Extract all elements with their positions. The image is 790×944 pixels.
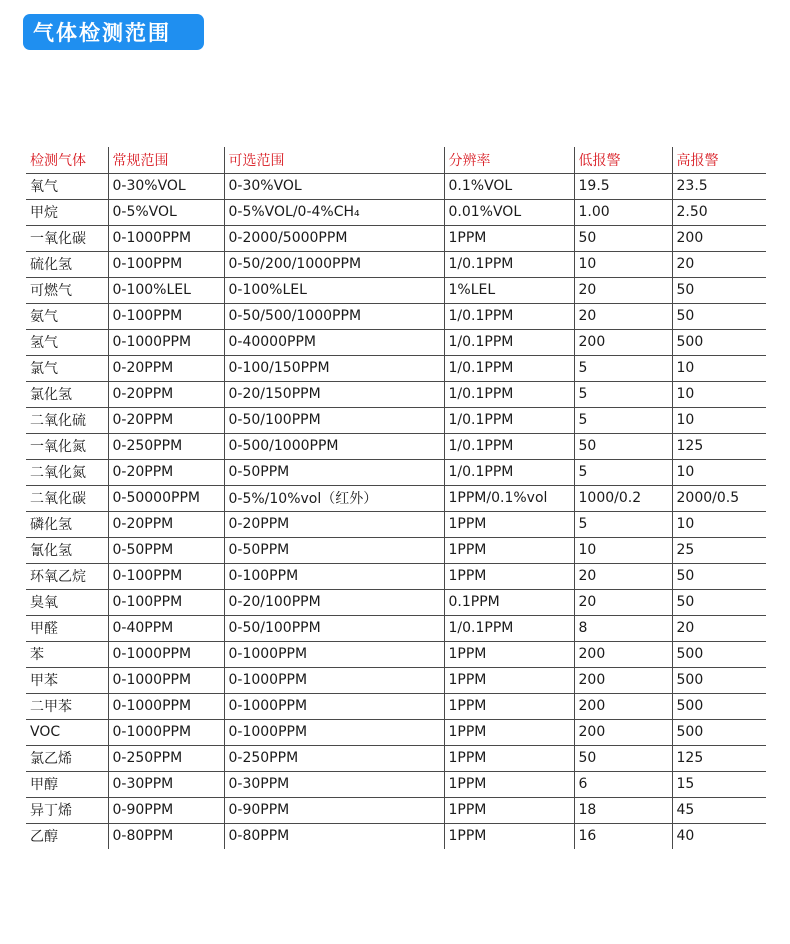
optional-range-cell: 0-2000/5000PPM (224, 225, 444, 251)
low-alarm-cell: 50 (574, 433, 672, 459)
gas-name-cell: 乙醇 (30, 829, 58, 846)
low-alarm-cell: 20 (574, 563, 672, 589)
resolution-cell: 1/0.1PPM (444, 459, 574, 485)
resolution-cell: 1PPM (444, 719, 574, 745)
resolution-cell: 1PPM (444, 745, 574, 771)
header-high-alarm: 高报警 (672, 147, 766, 173)
high-alarm-cell: 23.5 (672, 173, 766, 199)
standard-range-cell: 0-50000PPM (108, 485, 224, 511)
optional-range-cell: 0-1000PPM (224, 641, 444, 667)
high-alarm-cell: 10 (672, 459, 766, 485)
optional-range-cell: 0-50/100PPM (224, 615, 444, 641)
high-alarm-cell: 10 (672, 407, 766, 433)
high-alarm-cell: 10 (672, 381, 766, 407)
table-body (26, 173, 766, 849)
low-alarm-cell: 20 (574, 303, 672, 329)
table-row (26, 667, 766, 693)
standard-range-cell: 0-1000PPM (108, 693, 224, 719)
gas-name-cell: 氯气 (26, 355, 108, 381)
high-alarm-cell: 200 (672, 225, 766, 251)
gas-name-cell: 氯化氢 (26, 381, 108, 407)
optional-range-cell: 0-30%VOL (224, 173, 444, 199)
gas-name-cell: 甲苯 (26, 667, 108, 693)
table-row (26, 771, 766, 797)
gas-name-cell: 氧气 (26, 173, 108, 199)
gas-name-cell: 氨气 (26, 303, 108, 329)
table-row (26, 641, 766, 667)
gas-name-cell: 氰化氢 (26, 537, 108, 563)
gas-name-cell: 苯 (26, 641, 108, 667)
resolution-cell: 1PPM (444, 563, 574, 589)
resolution-cell: 1PPM (444, 693, 574, 719)
standard-range-cell: 0-100%LEL (108, 277, 224, 303)
resolution-cell: 1PPM (444, 641, 574, 667)
optional-range-cell: 0-50PPM (224, 459, 444, 485)
optional-range-cell: 0-250PPM (224, 745, 444, 771)
optional-range-cell: 0-100/150PPM (224, 355, 444, 381)
optional-range-cell: 0-20/100PPM (224, 589, 444, 615)
resolution-cell: 1/0.1PPM (444, 433, 574, 459)
optional-range-cell: 0-50/500/1000PPM (224, 303, 444, 329)
table-header-row (26, 147, 766, 173)
resolution-cell: 1/0.1PPM (444, 303, 574, 329)
resolution-cell: 1/0.1PPM (444, 355, 574, 381)
low-alarm-cell: 8 (574, 615, 672, 641)
table-row (26, 745, 766, 771)
table-row (26, 303, 766, 329)
low-alarm-cell: 5 (574, 355, 672, 381)
gas-name-cell: 氯乙烯 (26, 745, 108, 771)
table-row (26, 693, 766, 719)
table-row (26, 381, 766, 407)
low-alarm-cell: 50 (574, 225, 672, 251)
high-alarm-cell: 50 (672, 303, 766, 329)
header-resolution: 分辨率 (444, 147, 574, 173)
optional-range-cell: 0-5%/10%vol（红外） (224, 485, 444, 511)
standard-range-cell: 0-20PPM (108, 511, 224, 537)
gas-name-cell: 硫化氢 (26, 251, 108, 277)
high-alarm-cell: 50 (672, 277, 766, 303)
optional-range-cell: 0-50/100PPM (224, 407, 444, 433)
low-alarm-cell: 5 (574, 459, 672, 485)
low-alarm-cell: 10 (574, 537, 672, 563)
low-alarm-cell: 20 (574, 277, 672, 303)
header-low-alarm: 低报警 (574, 147, 672, 173)
table-row (26, 407, 766, 433)
table-row (26, 537, 766, 563)
resolution-cell: 0.01%VOL (444, 199, 574, 225)
optional-range-cell: 0-50/200/1000PPM (224, 251, 444, 277)
standard-range-cell: 0-20PPM (108, 355, 224, 381)
low-alarm-cell: 5 (574, 381, 672, 407)
high-alarm-cell: 125 (672, 745, 766, 771)
high-alarm-cell: 500 (672, 693, 766, 719)
standard-range-cell: 0-80PPM (108, 823, 224, 849)
table-row (26, 433, 766, 459)
resolution-cell: 0.1PPM (444, 589, 574, 615)
high-alarm-cell: 25 (672, 537, 766, 563)
low-alarm-cell: 200 (574, 641, 672, 667)
table-row (26, 589, 766, 615)
optional-range-cell: 0-5%VOL/0-4%CH₄ (224, 199, 444, 225)
table-row (26, 615, 766, 641)
optional-range-cell: 0-1000PPM (224, 667, 444, 693)
gas-name-cell: VOC (26, 719, 108, 745)
optional-range-cell: 0-20PPM (224, 511, 444, 537)
standard-range-cell: 0-1000PPM (108, 667, 224, 693)
table-row (26, 329, 766, 355)
low-alarm-cell: 20 (574, 589, 672, 615)
gas-name-cell: 一氧化氮 (26, 433, 108, 459)
low-alarm-cell: 5 (574, 407, 672, 433)
gas-name-cell: 氢气 (26, 329, 108, 355)
high-alarm-cell: 20 (672, 615, 766, 641)
table-row (26, 277, 766, 303)
high-alarm-cell: 2.50 (672, 199, 766, 225)
gas-name-cell: 甲醛 (26, 615, 108, 641)
standard-range-cell: 0-30PPM (108, 771, 224, 797)
standard-range-cell: 0-250PPM (108, 745, 224, 771)
header-optional-range: 可选范围 (224, 147, 444, 173)
resolution-cell: 1/0.1PPM (444, 615, 574, 641)
gas-name-cell: 异丁烯 (26, 797, 108, 823)
optional-range-cell: 0-30PPM (224, 771, 444, 797)
table-row (26, 459, 766, 485)
standard-range-cell: 0-20PPM (108, 407, 224, 433)
high-alarm-cell: 500 (672, 719, 766, 745)
optional-range-cell: 0-50PPM (224, 537, 444, 563)
standard-range-cell: 0-20PPM (108, 459, 224, 485)
standard-range-cell: 0-5%VOL (108, 199, 224, 225)
header-gas: 检测气体 (26, 147, 108, 173)
standard-range-cell: 0-100PPM (108, 563, 224, 589)
gas-name-cell: 二氧化氮 (26, 459, 108, 485)
resolution-cell: 1PPM (444, 225, 574, 251)
table-row (26, 719, 766, 745)
gas-detection-table (26, 147, 766, 849)
table-row (26, 199, 766, 225)
gas-name-cell: 甲烷 (26, 199, 108, 225)
standard-range-cell: 0-1000PPM (108, 225, 224, 251)
resolution-cell: 1PPM (444, 823, 574, 849)
optional-range-cell: 0-1000PPM (224, 719, 444, 745)
gas-name-cell: 环氧乙烷 (26, 563, 108, 589)
low-alarm-cell: 10 (574, 251, 672, 277)
optional-range-cell: 0-20/150PPM (224, 381, 444, 407)
standard-range-cell: 0-1000PPM (108, 719, 224, 745)
gas-name-cell: 一氧化碳 (26, 225, 108, 251)
optional-range-cell: 0-80PPM (224, 823, 444, 849)
low-alarm-cell: 16 (574, 823, 672, 849)
resolution-cell: 0.1%VOL (444, 173, 574, 199)
gas-name-cell: 臭氧 (26, 589, 108, 615)
low-alarm-cell: 18 (574, 797, 672, 823)
low-alarm-cell: 50 (574, 745, 672, 771)
gas-name-cell: 二氧化硫 (26, 407, 108, 433)
resolution-cell: 1/0.1PPM (444, 407, 574, 433)
standard-range-cell: 0-90PPM (108, 797, 224, 823)
high-alarm-cell: 500 (672, 329, 766, 355)
standard-range-cell: 0-100PPM (108, 251, 224, 277)
optional-range-cell: 0-1000PPM (224, 693, 444, 719)
gas-name-cell: 磷化氢 (26, 511, 108, 537)
resolution-cell: 1PPM (444, 797, 574, 823)
high-alarm-cell: 10 (672, 511, 766, 537)
gas-name-cell: 可燃气 (26, 277, 108, 303)
table-row (26, 225, 766, 251)
low-alarm-cell: 6 (574, 771, 672, 797)
high-alarm-cell: 500 (672, 667, 766, 693)
resolution-cell: 1/0.1PPM (444, 381, 574, 407)
table-row (26, 485, 766, 511)
resolution-cell: 1/0.1PPM (444, 329, 574, 355)
section-title: 气体检测范围 (23, 14, 204, 50)
standard-range-cell: 0-100PPM (108, 589, 224, 615)
low-alarm-cell: 1.00 (574, 199, 672, 225)
resolution-cell: 1PPM/0.1%vol (444, 485, 574, 511)
standard-range-cell: 0-50PPM (108, 537, 224, 563)
standard-range-cell: 0-40PPM (108, 615, 224, 641)
low-alarm-cell: 200 (574, 693, 672, 719)
table-row (26, 173, 766, 199)
table-row (26, 823, 766, 849)
resolution-cell: 1PPM (444, 537, 574, 563)
resolution-cell: 1/0.1PPM (444, 251, 574, 277)
table-row (26, 251, 766, 277)
gas-name-cell: 甲醇 (26, 771, 108, 797)
low-alarm-cell: 19.5 (574, 173, 672, 199)
optional-range-cell: 0-500/1000PPM (224, 433, 444, 459)
low-alarm-cell: 1000/0.2 (574, 485, 672, 511)
low-alarm-cell: 200 (574, 329, 672, 355)
table-row (26, 797, 766, 823)
optional-range-cell: 0-100%LEL (224, 277, 444, 303)
high-alarm-cell: 10 (672, 355, 766, 381)
low-alarm-cell: 200 (574, 719, 672, 745)
high-alarm-cell: 50 (672, 589, 766, 615)
standard-range-cell: 0-20PPM (108, 381, 224, 407)
standard-range-cell: 0-250PPM (108, 433, 224, 459)
standard-range-cell: 0-100PPM (108, 303, 224, 329)
high-alarm-cell: 500 (672, 641, 766, 667)
header-standard-range: 常规范围 (108, 147, 224, 173)
gas-name-cell: 二氧化碳 (26, 485, 108, 511)
table-row (26, 355, 766, 381)
high-alarm-cell: 125 (672, 433, 766, 459)
resolution-cell: 1PPM (444, 511, 574, 537)
high-alarm-cell: 50 (672, 563, 766, 589)
gas-name-cell: 二甲苯 (26, 693, 108, 719)
high-alarm-cell: 2000/0.5 (672, 485, 766, 511)
optional-range-cell: 0-90PPM (224, 797, 444, 823)
resolution-cell: 1PPM (444, 771, 574, 797)
optional-range-cell: 0-40000PPM (224, 329, 444, 355)
standard-range-cell: 0-30%VOL (108, 173, 224, 199)
standard-range-cell: 0-1000PPM (108, 641, 224, 667)
high-alarm-cell: 40 (672, 823, 766, 849)
low-alarm-cell: 5 (574, 511, 672, 537)
resolution-cell: 1%LEL (444, 277, 574, 303)
high-alarm-cell: 15 (672, 771, 766, 797)
standard-range-cell: 0-1000PPM (108, 329, 224, 355)
resolution-cell: 1PPM (444, 667, 574, 693)
low-alarm-cell: 200 (574, 667, 672, 693)
table-row (26, 563, 766, 589)
high-alarm-cell: 20 (672, 251, 766, 277)
table-row (26, 511, 766, 537)
high-alarm-cell: 45 (672, 797, 766, 823)
optional-range-cell: 0-100PPM (224, 563, 444, 589)
